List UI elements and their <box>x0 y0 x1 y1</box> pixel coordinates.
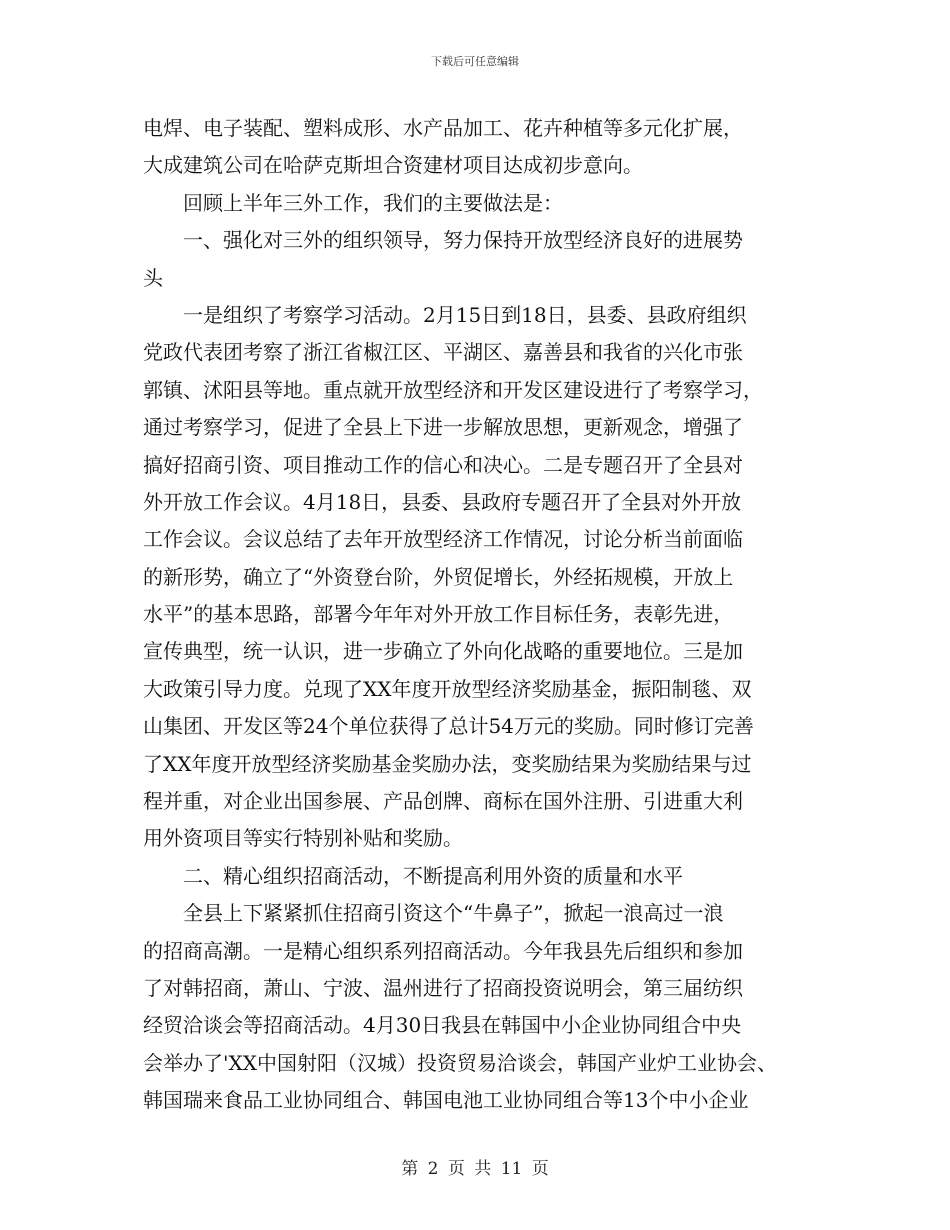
text-line: 会举办了'XX中国射阳（汉城）投资贸易洽谈会，韩国产业炉工业协会、 <box>143 1050 777 1075</box>
text-line: 头 <box>143 265 163 290</box>
text-line: 大政策引导力度。兑现了XX年度开放型经济奖励基金，振阳制毯、双 <box>143 676 752 701</box>
text-line: 党政代表团考察了浙江省椒江区、平湖区、嘉善县和我省的兴化市张 <box>143 340 743 365</box>
text-line: 大成建筑公司在哈萨克斯坦合资建材项目达成初步意向。 <box>143 153 643 178</box>
text-line: 了对韩招商，萧山、宁波、温州进行了招商投资说明会，第三届纺织 <box>143 975 743 1000</box>
text-line: 山集团、开发区等24个单位获得了总计54万元的奖励。同时修订完善 <box>143 714 754 739</box>
document-body <box>143 110 823 1120</box>
text-line: 的新形势，确立了“外资登台阶，外贸促增长，外经拓规模，开放上 <box>143 564 734 589</box>
text-line: 郭镇、沭阳县等地。重点就开放型经济和开发区建设进行了考察学习， <box>143 377 763 402</box>
text-line: 工作会议。会议总结了去年开放型经济工作情况，讨论分析当前面临 <box>143 527 743 552</box>
text-line: 用外资项目等实行特别补贴和奖励。 <box>143 826 463 851</box>
text-line: 搞好招商引资、项目推动工作的信心和决心。二是专题召开了全县对 <box>143 452 743 477</box>
text-line: 电焊、电子装配、塑料成形、水产品加工、花卉种植等多元化扩展， <box>143 116 743 140</box>
page-header: 下载后可任意编辑 <box>431 55 519 68</box>
text-line: 了XX年度开放型经济奖励基金奖励办法，变奖励结果为奖励结果与过 <box>143 751 752 776</box>
text-line: 经贸洽谈会等招商活动。4月30日我县在韩国中小企业协同组合中央 <box>143 1013 742 1038</box>
text-line: 外开放工作会议。4月18日，县委、县政府专题召开了全县对外开放 <box>143 489 742 514</box>
text-line: 韩国瑞来食品工业协同组合、韩国电池工业协同组合等13个中小企业 <box>143 1088 749 1113</box>
text-line: 通过考察学习，促进了全县上下进一步解放思想，更新观念，增强了 <box>143 415 743 440</box>
page-number-footer: 第 2 页 共 11 页 <box>401 1159 549 1179</box>
text-line: 的招商高潮。一是精心组织系列招商活动。今年我县先后组织和参加 <box>143 938 743 963</box>
text-line: 一是组织了考察学习活动。2月15日到18日，县委、县政府组织 <box>183 302 747 327</box>
text-line: 一、强化对三外的组织领导，努力保持开放型经济良好的进展势 <box>183 228 743 253</box>
text-line: 全县上下紧紧抓住招商引资这个“牛鼻子”，掀起一浪高过一浪 <box>183 901 724 926</box>
text-line: 回顾上半年三外工作，我们的主要做法是： <box>183 190 563 215</box>
text-line: 程并重，对企业出国参展、产品创牌、商标在国外注册、引进重大利 <box>143 789 743 814</box>
text-line: 二、精心组织招商活动，不断提高利用外资的质量和水平 <box>183 863 683 888</box>
text-line: 水平”的基本思路，部署今年年对外开放工作目标任务，表彰先进， <box>143 602 734 627</box>
text-line: 宣传典型，统一认识，进一步确立了外向化战略的重要地位。三是加 <box>143 639 743 664</box>
